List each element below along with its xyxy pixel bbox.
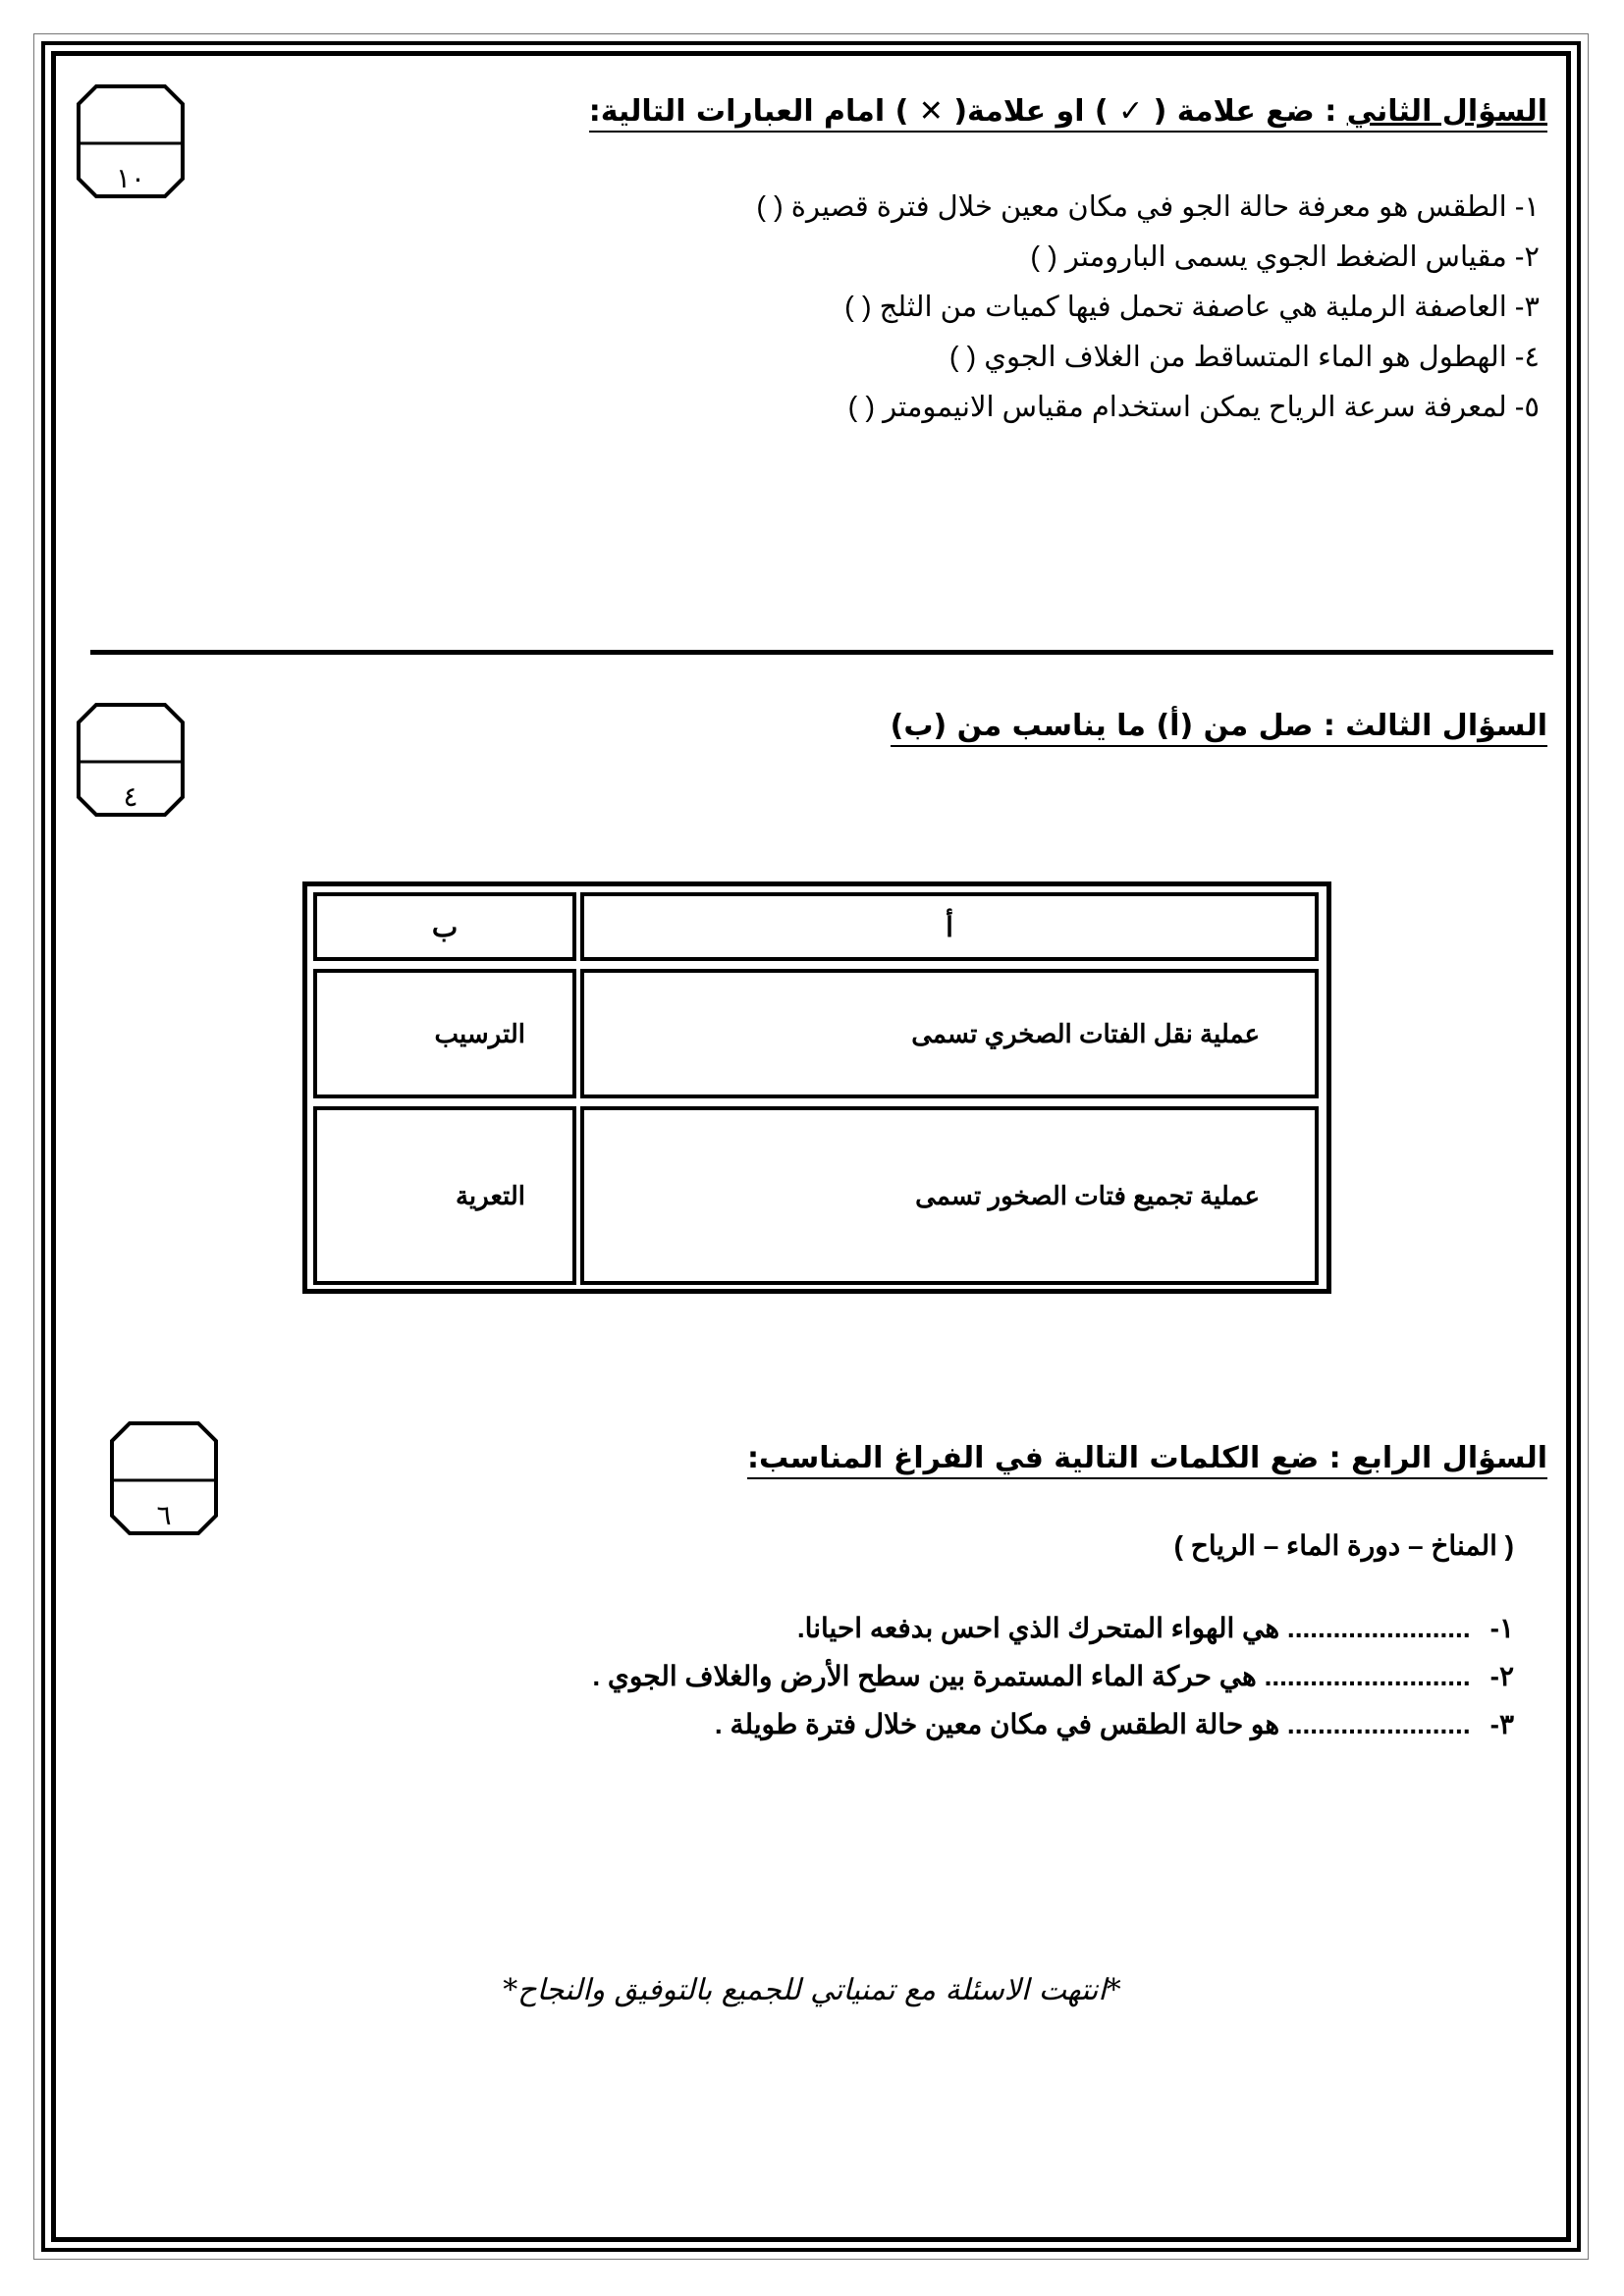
table-header-a: أ <box>580 892 1319 961</box>
q4-score-value: ٦ <box>156 1499 172 1531</box>
list-item: ٢-مقياس الضغط الجوي يسمى البارومتر ( ) <box>1030 241 1540 273</box>
section-divider <box>90 650 1553 655</box>
q4-title <box>747 1441 1547 1479</box>
q2-score-box <box>75 82 187 200</box>
q3-title-instruction: : صل من (أ) ما يناسب من (ب) <box>890 709 1346 743</box>
q4-title-lead: السؤال الرابع <box>1351 1441 1547 1475</box>
table-header-b: ب <box>313 892 576 961</box>
table-cell-a: عملية نقل الفتات الصخري تسمى <box>580 969 1319 1098</box>
list-item: ١-........................ هي الهواء المتحرك الذي احس بدفعه احيانا. <box>796 1613 1514 1643</box>
q3-title <box>891 709 1547 747</box>
list-item: ٣-العاصفة الرملية هي عاصفة تحمل فيها كميات من الثلج ( ) <box>844 292 1540 323</box>
table-cell-b: الترسيب <box>313 969 576 1098</box>
closing-message: *انتهت الاسئلة مع تمنياتي للجميع بالتوفيق والنجاح* <box>503 1973 1121 2007</box>
list-item: ٤-الهطول هو الماء المتساقط من الغلاف الجوي ( ) <box>948 342 1540 373</box>
list-item: ٥-لمعرفة سرعة الرياح يمكن استخدام مقياس الانيمومتر ( ) <box>847 392 1540 423</box>
q3-score-box <box>75 701 187 819</box>
matching-table <box>302 881 1331 1294</box>
q2-title-instruction: : ضع علامة ( ✓ ) او علامة( ✕ ) امام العبارات التالية: <box>588 94 1347 129</box>
q4-title-instruction: : ضع الكلمات التالية في الفراغ المناسب: <box>746 1441 1352 1475</box>
q2-title-lead: السؤال الثاني <box>1346 94 1547 129</box>
q2-title <box>589 94 1547 133</box>
q3-score-value: ٤ <box>123 780 138 813</box>
table-cell-b: التعرية <box>313 1106 576 1285</box>
q2-score-value: ١٠ <box>115 162 146 194</box>
list-item: ٣-........................ هو حالة الطقس في مكان معين خلال فترة طويلة . <box>714 1709 1514 1739</box>
list-item: ١-الطقس هو معرفة حالة الجو في مكان معين خلال فترة قصيرة ( ) <box>756 191 1540 223</box>
q4-score-box <box>108 1419 220 1537</box>
table-cell-a: عملية تجميع فتات الصخور تسمى <box>580 1106 1319 1285</box>
word-bank: ( المناخ – دورة الماء – الرياح ) <box>1173 1530 1514 1561</box>
list-item: ٢-........................... هي حركة الماء المستمرة بين سطح الأرض والغلاف الجوي . <box>592 1661 1514 1691</box>
q3-title-lead: السؤال الثالث <box>1345 709 1547 743</box>
q4-fill-list <box>592 1604 1514 1748</box>
q2-statement-list <box>756 183 1540 433</box>
